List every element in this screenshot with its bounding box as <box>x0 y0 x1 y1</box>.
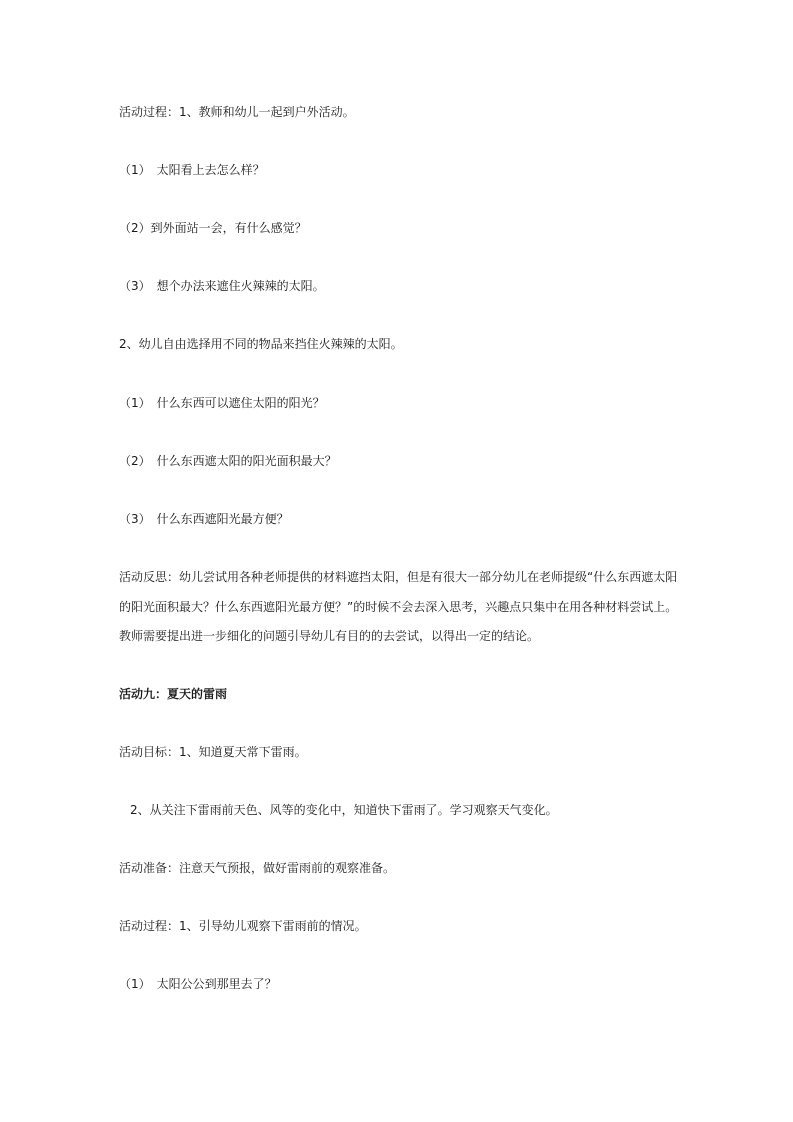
preparation: 活动准备：注意天气预报，做好雷雨前的观察准备。 <box>119 861 396 875</box>
question-1-1: （1） 太阳看上去怎么样？ <box>119 163 265 177</box>
question-1-3: （3） 想个办法来遮住火辣辣的太阳。 <box>119 279 325 293</box>
reflection-line-1: 活动反思：幼儿尝试用各种老师提供的材料遮挡太阳，但是有很大一部分幼儿在老师提级“什么东西遮太阳 <box>119 570 678 584</box>
goal-1: 活动目标：1、知道夏天常下雷雨。 <box>119 745 307 759</box>
question-2-2: （2） 什么东西遮太阳的阳光面积最大？ <box>119 454 337 468</box>
question-2-1: （1） 什么东西可以遮住太阳的阳光？ <box>119 396 325 410</box>
process-step-2: 2、幼儿自由选择用不同的物品来挡住火辣辣的太阳。 <box>119 337 403 351</box>
question-nine-1: （1） 太阳公公到那里去了？ <box>119 977 277 991</box>
question-2-3: （3） 什么东西遮阳光最方便？ <box>119 512 289 526</box>
process-nine-step-1: 活动过程：1、引导幼儿观察下雷雨前的情况。 <box>119 919 367 933</box>
goal-2: 2、从关注下雷雨前天色、风等的变化中，知道快下雷雨了。学习观察天气变化。 <box>130 803 558 817</box>
reflection-line-2: 的阳光面积最大？什么东西遮阳光最方便？”的时候不会去深入思考，兴趣点只集中在用各种材料尝试上。 <box>119 600 678 614</box>
process-step-1: 活动过程：1、教师和幼儿一起到户外活动。 <box>119 105 355 119</box>
question-1-2: （2）到外面站一会，有什么感觉？ <box>119 221 307 235</box>
reflection-line-3: 教师需要提出进一步细化的问题引导幼儿有目的的去尝试，以得出一定的结论。 <box>119 629 540 643</box>
activity-nine-heading: 活动九：夏天的雷雨 <box>119 687 228 701</box>
